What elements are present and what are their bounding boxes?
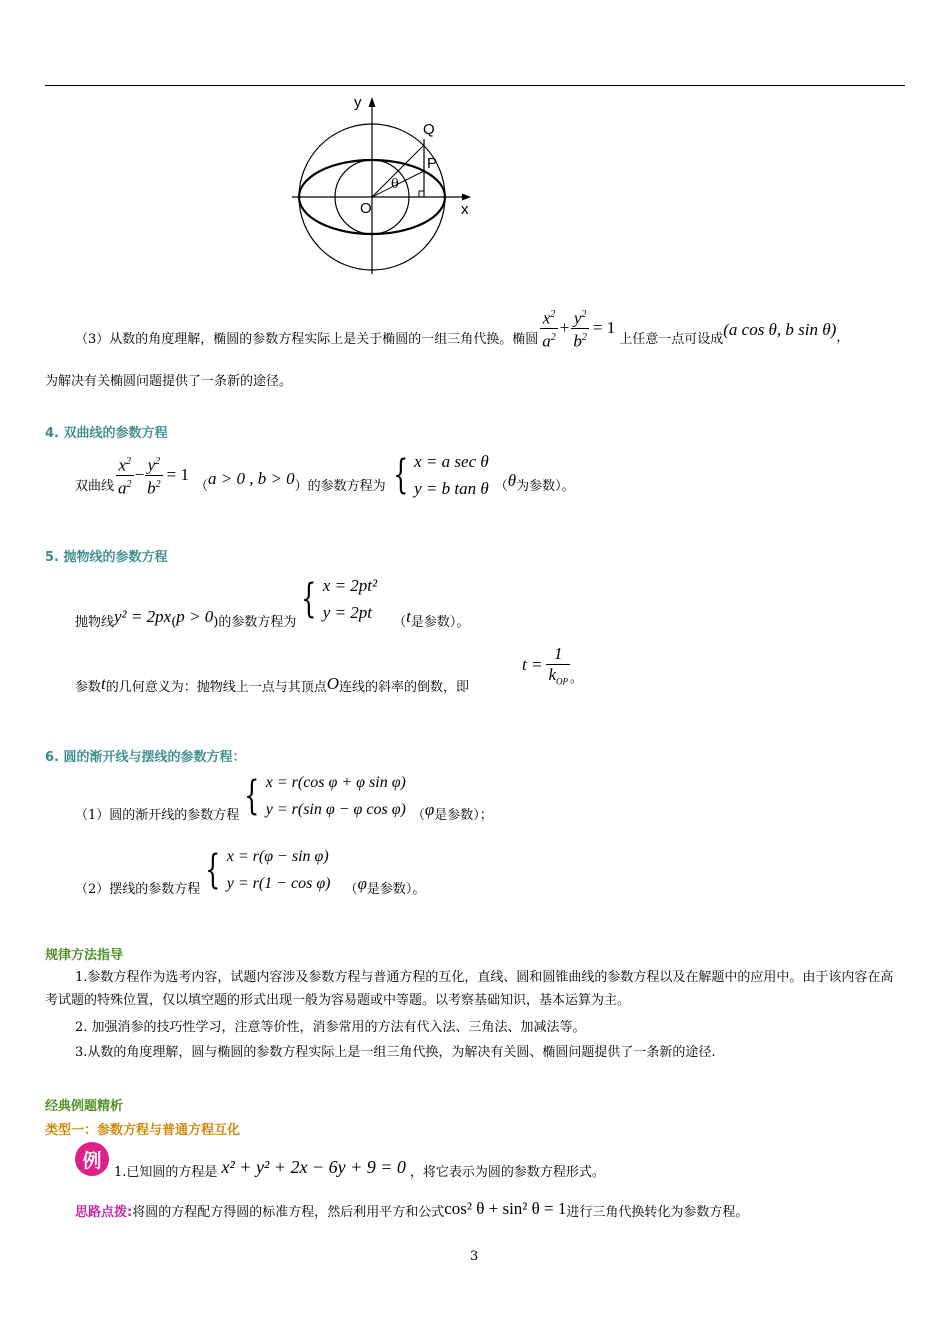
sec6-item1-phi: φ — [424, 800, 435, 819]
label-P: P — [427, 155, 438, 172]
sec5-geo-O: O — [326, 674, 340, 693]
sec6-item2-phi: φ — [357, 874, 367, 893]
sec5-geo-end: 连线的斜率的倒数，即 — [339, 680, 470, 695]
label-Q: Q — [423, 121, 435, 138]
y-arrow-icon — [369, 97, 376, 107]
slope-sub: OP — [556, 676, 568, 687]
sec4-cond-close: ）的参数方程为 — [294, 479, 386, 494]
cycloid-eq1: x = r(φ − sin φ) — [226, 848, 329, 865]
s3-prefix: （3）从数的角度理解，椭圆的参数方程实际上是关于椭圆的一组三角代换。椭圆 — [75, 332, 539, 347]
label-y: y — [354, 94, 362, 111]
right-angle-mark — [419, 191, 424, 197]
sec4-tail-open: （ — [494, 479, 508, 494]
sec4-theta: θ — [507, 471, 517, 490]
sec5-geo-t: t — [101, 674, 106, 693]
sec4-heading: 4. 双曲线的参数方程 — [45, 426, 168, 441]
ellipse-figure — [290, 90, 480, 280]
guide-p3: 3.从数的角度理解，圆与椭圆的参数方程实际上是一组三角代换，为解决有关圆、椭圆问题提供了一条新的途径. — [75, 1045, 716, 1060]
sec6-item1-tail: 是参数）； — [434, 808, 493, 823]
example-q1 — [114, 1150, 605, 1184]
s3-point: (a cos θ, b sin θ) — [723, 320, 837, 339]
cycloid-eq2: y = r(1 − cos φ) — [226, 875, 331, 892]
sec5-geo-formula — [522, 644, 583, 686]
hyperbola-frac-x: $\frac{x^2}{a^2}$ — [118, 455, 132, 498]
label-x: x — [461, 201, 469, 218]
sec5-body — [75, 566, 469, 632]
hint-line — [75, 1194, 748, 1224]
type1-heading: 类型一：参数方程与普通方程互化 — [45, 1123, 241, 1138]
slope-num: 1 — [553, 644, 563, 663]
sec4-cond-open: （ — [194, 479, 208, 494]
sec6-item2-tail: 是参数）。 — [366, 882, 426, 897]
ellipse-frac-x: $\frac{x^2}{a^2}$ — [542, 308, 556, 351]
sec5-t: t — [406, 607, 411, 626]
s3-mid: 上任意一点可设成 — [619, 332, 724, 347]
guide-heading: 规律方法指导 — [45, 948, 124, 963]
sec4-cond: a > 0 , b > 0 — [207, 469, 295, 488]
sec5-cond-close: )的参数方程为 — [213, 615, 297, 630]
q1-tail: ，将它表示为圆的参数方程形式。 — [409, 1165, 605, 1180]
sec5-eq: y² = 2px — [114, 607, 172, 626]
sec5-geo — [75, 642, 473, 702]
examples-heading: 经典例题精析 — [45, 1099, 124, 1114]
page-number: 3 — [470, 1249, 479, 1264]
sec5-lead: 抛物线 — [75, 615, 115, 630]
sec4-lead: 双曲线 — [75, 479, 115, 494]
guide-p2: 2. 加强消参的技巧性学习，注意等价性，消参常用的方法有代入法、三角法、加减法等。 — [75, 1020, 586, 1035]
hyperbola-eq1: x = a sec θ — [414, 452, 489, 471]
guide-p1: 1.参数方程作为选考内容，试题内容涉及参数方程与普通方程的互化，直线、圆和圆锥曲线的参数方程以及在解题中的应用中。由于该内容在高考试题的特殊位置，仅以填空题的形式出现一般为容易题或中等题。以考察基础知识，基本运算为主。 — [45, 970, 894, 1008]
sec5-tail-open: （ — [393, 615, 407, 630]
sec5-heading: 5. 抛物线的参数方程 — [45, 550, 168, 565]
s3-line2: 为解决有关椭圆问题提供了一条新的途径。 — [45, 374, 293, 389]
involute-eq1: x = r(cos φ + φ sin φ) — [265, 774, 406, 791]
hint-tail: 进行三角代换转化为参数方程。 — [566, 1205, 749, 1220]
sec6-item1 — [75, 766, 493, 826]
sec6-item2-open: （ — [344, 882, 358, 897]
sec5-geo-lead: 参数 — [75, 680, 102, 695]
sec6-item2 — [75, 840, 425, 900]
sec6-item2-label: （2）摆线的参数方程 — [75, 882, 201, 897]
sec6-item1-label: （1）圆的渐开线的参数方程 — [75, 808, 240, 823]
sec5-geo-eq: t = — [522, 655, 543, 675]
involute-system: { x = r(cos φ + φ sin φ) y = r(sin φ − φ cos φ) — [239, 769, 406, 823]
parabola-eq2: y = 2pt — [322, 603, 373, 622]
parabola-eq1: x = 2pt² — [322, 576, 378, 595]
hint-text: 将圆的方程配方得圆的标准方程，然后利用平方和公式 — [132, 1205, 445, 1220]
sec5-cond: p > 0 — [176, 607, 214, 626]
sec5-geo-period: 。 — [570, 671, 584, 687]
ellipse-frac-y: $\frac{y^2}{b^2}$ — [573, 308, 587, 351]
sec5-geo-mid: 的几何意义为：抛物线上一点与其顶点 — [105, 680, 327, 695]
hint-label: 思路点拨: — [75, 1205, 133, 1220]
label-theta: θ — [391, 177, 399, 192]
hyperbola-eq2: y = b tan θ — [414, 479, 489, 498]
sec5-cond-open: ( — [171, 615, 177, 630]
sec4-body: 双曲线 $\frac{x^2}{a^2}$ − $\frac{y^2}{b^2}$ = 1 （ a > 0 , b > 0 ）的参数方程为 { x = a sec θ y = b tan θ （ θ 为参数）。 — [75, 442, 575, 508]
hint-eq: cos² θ + sin² θ = 1 — [444, 1199, 567, 1218]
sec6-item1-open: （ — [411, 808, 425, 823]
q1-eq: x² + y² + 2x − 6y + 9 = 0 — [221, 1157, 406, 1177]
slope-frac — [546, 644, 570, 686]
slope-k: k — [548, 665, 556, 684]
hyperbola-frac-y: $\frac{y^2}{b^2}$ — [147, 455, 161, 498]
sec6-heading: 6. 圆的渐开线与摆线的参数方程： — [45, 750, 246, 765]
example-badge: 例 — [75, 1142, 109, 1176]
sec4-tail: 为参数）。 — [516, 479, 575, 494]
involute-eq2: y = r(sin φ − φ cos φ) — [265, 801, 406, 818]
label-O: O — [360, 200, 372, 217]
q1-lead: 1.已知圆的方程是 — [114, 1165, 218, 1180]
s3-end: ， — [836, 330, 850, 345]
top-rule — [45, 85, 905, 86]
hyperbola-system: { x = a sec θ y = b tan θ — [388, 448, 489, 502]
cycloid-system: { x = r(φ − sin φ) y = r(1 − cos φ) — [200, 843, 330, 897]
sec5-tail: 是参数）。 — [410, 615, 470, 630]
parabola-system: { x = 2pt² y = 2pt — [296, 572, 377, 626]
s3-line1: （3）从数的角度理解，椭圆的参数方程实际上是关于椭圆的一组三角代换。椭圆 $\frac{x^2}{a^2}$ + $\frac{y^2}{b^2}$ = 1 上任意一点可设成 (a cos θ, b sin θ) ， — [75, 298, 849, 358]
x-arrow-icon — [462, 194, 471, 201]
